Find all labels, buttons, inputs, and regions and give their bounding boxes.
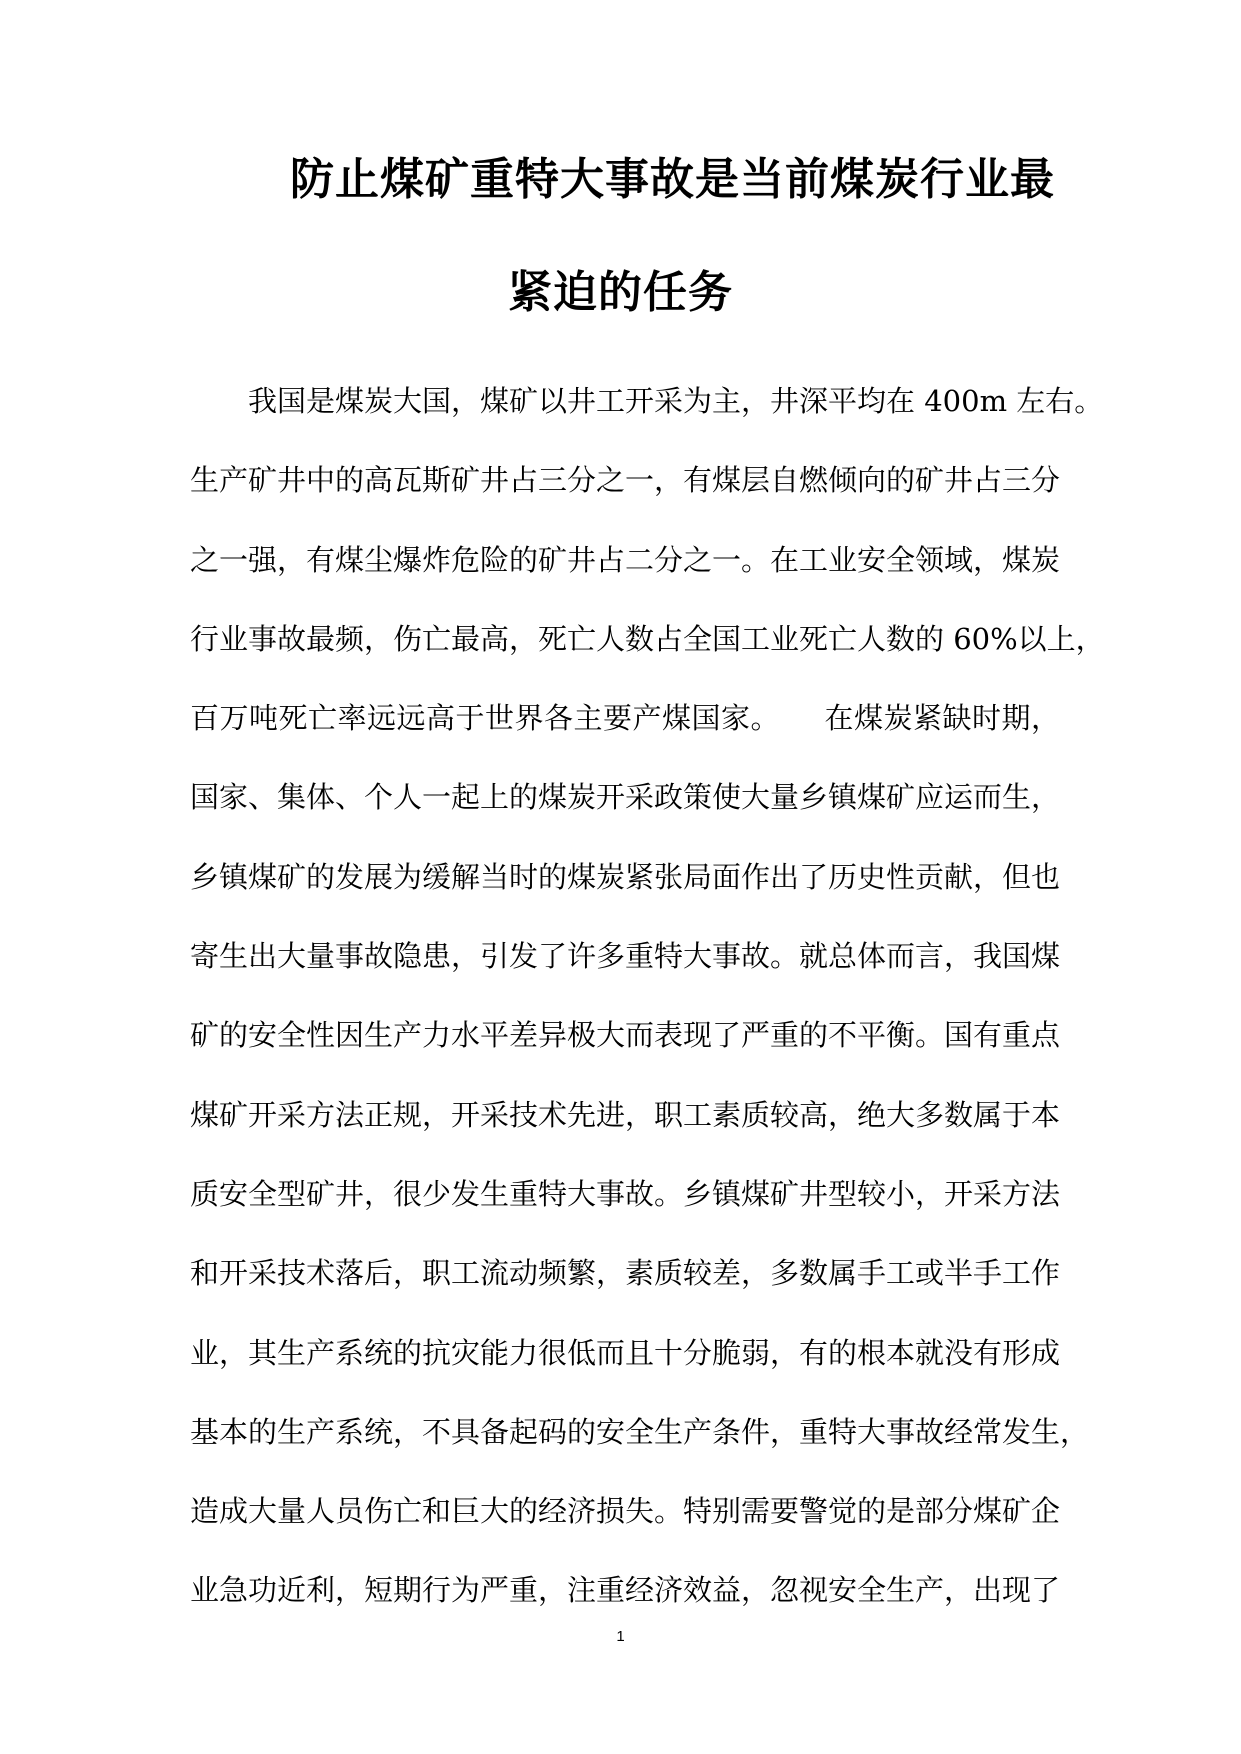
- body-line: 之一强，有煤尘爆炸危险的矿井占二分之一。在工业安全领域，煤炭: [190, 542, 1061, 577]
- body-line: 和开采技术落后，职工流动频繁，素质较差，多数属手工或半手工作: [190, 1256, 1061, 1291]
- body-line: 寄生出大量事故隐患，引发了许多重特大事故。就总体而言，我国煤: [190, 939, 1061, 974]
- body-line: 百万吨死亡率远远高于世界各主要产煤国家。 在煤炭紧缺时期，: [190, 701, 1060, 736]
- body-line: 乡镇煤矿的发展为缓解当时的煤炭紧张局面作出了历史性贡献，但也: [190, 859, 1061, 894]
- body-line: 矿的安全性因生产力水平差异极大而表现了严重的不平衡。国有重点: [190, 1018, 1061, 1053]
- body-line: 行业事故最频，伤亡最高，死亡人数占全国工业死亡人数的 60%以上，: [190, 621, 1105, 656]
- body-line: 国家、集体、个人一起上的煤炭开采政策使大量乡镇煤矿应运而生，: [190, 780, 1061, 815]
- body-line: 造成大量人员伤亡和巨大的经济损失。特别需要警觉的是部分煤矿企: [190, 1494, 1061, 1529]
- body-line: 业，其生产系统的抗灾能力很低而且十分脆弱，有的根本就没有形成: [190, 1335, 1061, 1370]
- body-line: 业急功近利，短期行为严重，注重经济效益，忽视安全生产，出现了: [190, 1573, 1061, 1608]
- document-title-line-2: 紧迫的任务: [508, 267, 733, 318]
- document-title-line-1: 防止煤矿重特大事故是当前煤炭行业最: [290, 154, 1055, 205]
- body-paragraph: [190, 368, 1105, 1637]
- body-line: 质安全型矿井，很少发生重特大事故。乡镇煤矿井型较小，开采方法: [190, 1176, 1061, 1211]
- body-line: 煤矿开采方法正规，开采技术先进，职工素质较高，绝大多数属于本: [190, 1097, 1061, 1132]
- body-line: 我国是煤炭大国，煤矿以井工开采为主，井深平均在 400m 左右。: [248, 384, 1104, 418]
- page-number: 1: [616, 1628, 625, 1645]
- body-line: 生产矿井中的高瓦斯矿井占三分之一，有煤层自燃倾向的矿井占三分: [190, 463, 1061, 498]
- body-line: 基本的生产系统，不具备起码的安全生产条件，重特大事故经常发生，: [190, 1414, 1090, 1449]
